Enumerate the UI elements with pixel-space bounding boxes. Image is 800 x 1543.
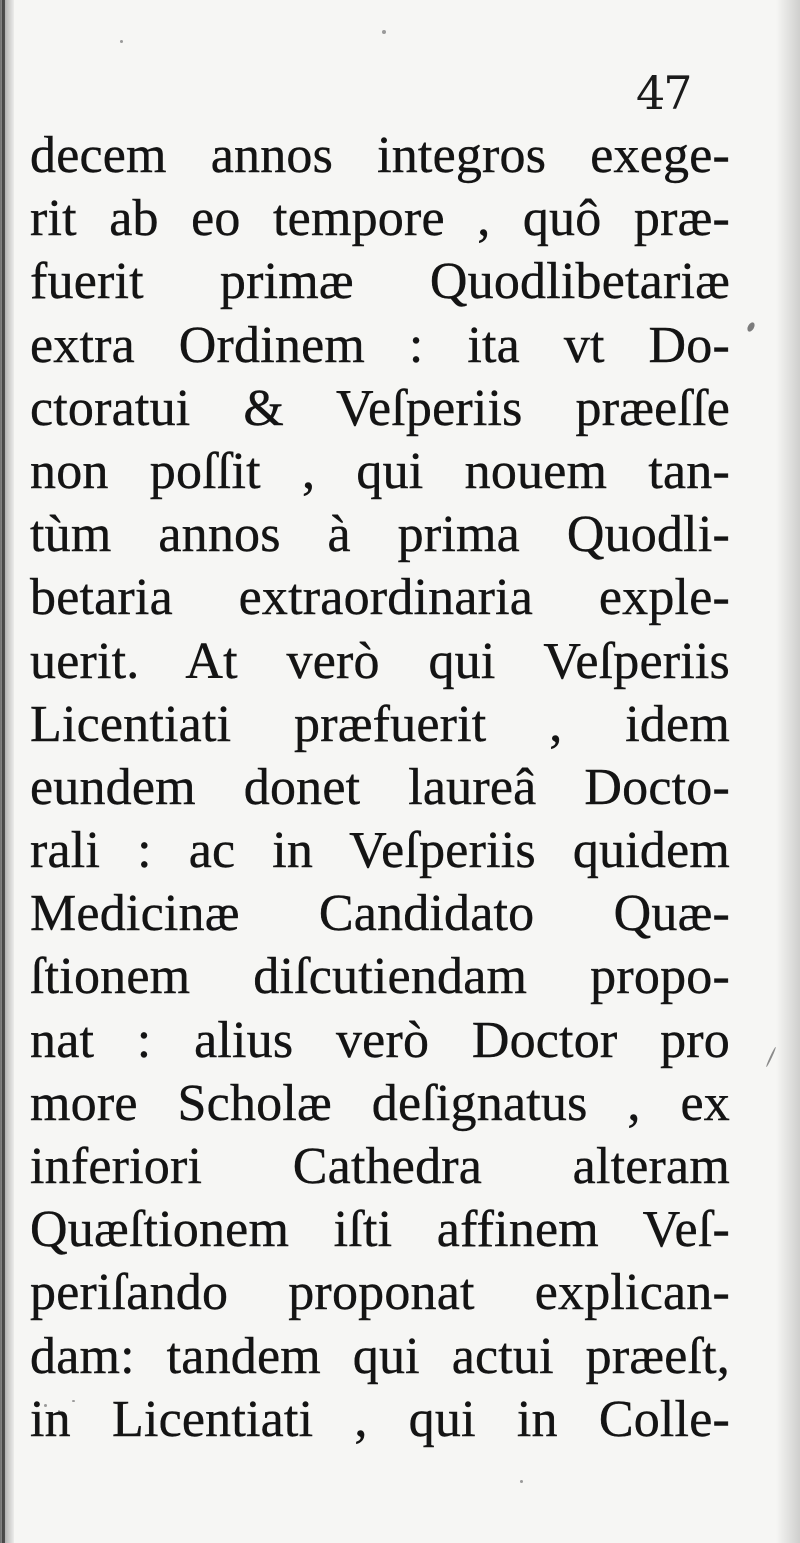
- page-edge-shadow: [776, 0, 800, 1543]
- text-line: betaria extraordinaria exple-: [30, 569, 730, 627]
- text-line: periſando proponat explican-: [30, 1264, 730, 1322]
- text-line: fuerit primæ Quodlibetariæ: [30, 253, 730, 311]
- text-line: rit ab eo tempore , quô præ-: [30, 190, 730, 248]
- binding-edge-line: [2, 0, 5, 1543]
- text-line: uerit. At verò qui Veſperiis: [30, 632, 730, 690]
- text-line: Quæſtionem iſti affinem Veſ-: [30, 1201, 730, 1259]
- paper-speck: [520, 1480, 523, 1483]
- text-line: eundem donet laureâ Docto-: [30, 758, 730, 816]
- text-line: decem annos integros exege-: [30, 127, 730, 184]
- page-number: 47: [636, 66, 691, 120]
- text-line: more Scholæ deſignatus , ex: [30, 1074, 730, 1132]
- paper-speck: [120, 40, 123, 43]
- text-line: Licentiati præfuerit , idem: [30, 695, 730, 753]
- text-line: nat : alius verò Doctor pro: [30, 1011, 730, 1069]
- paper-speck: [746, 321, 756, 333]
- text-line: ſtionem diſcutiendam propo-: [30, 948, 730, 1006]
- body-text: [30, 124, 730, 1451]
- text-line: inferiori Cathedra alteram: [30, 1138, 730, 1195]
- text-line: in Licentiati , qui in Colle-: [30, 1390, 730, 1448]
- text-line: dam: tandem qui actui præeſt,: [30, 1327, 730, 1385]
- text-line: rali : ac in Veſperiis quidem: [30, 822, 730, 880]
- paper-speck: [765, 1047, 776, 1068]
- text-line: tùm annos à prima Quodli-: [30, 506, 730, 564]
- text-line: Medicinæ Candidato Quæ-: [30, 885, 730, 943]
- text-line: extra Ordinem : ita vt Do-: [30, 316, 730, 374]
- text-line: ctoratui & Veſperiis præeſſe: [30, 379, 730, 437]
- text-line: non poſſit , qui nouem tan-: [30, 442, 730, 500]
- paper-speck: [382, 30, 386, 34]
